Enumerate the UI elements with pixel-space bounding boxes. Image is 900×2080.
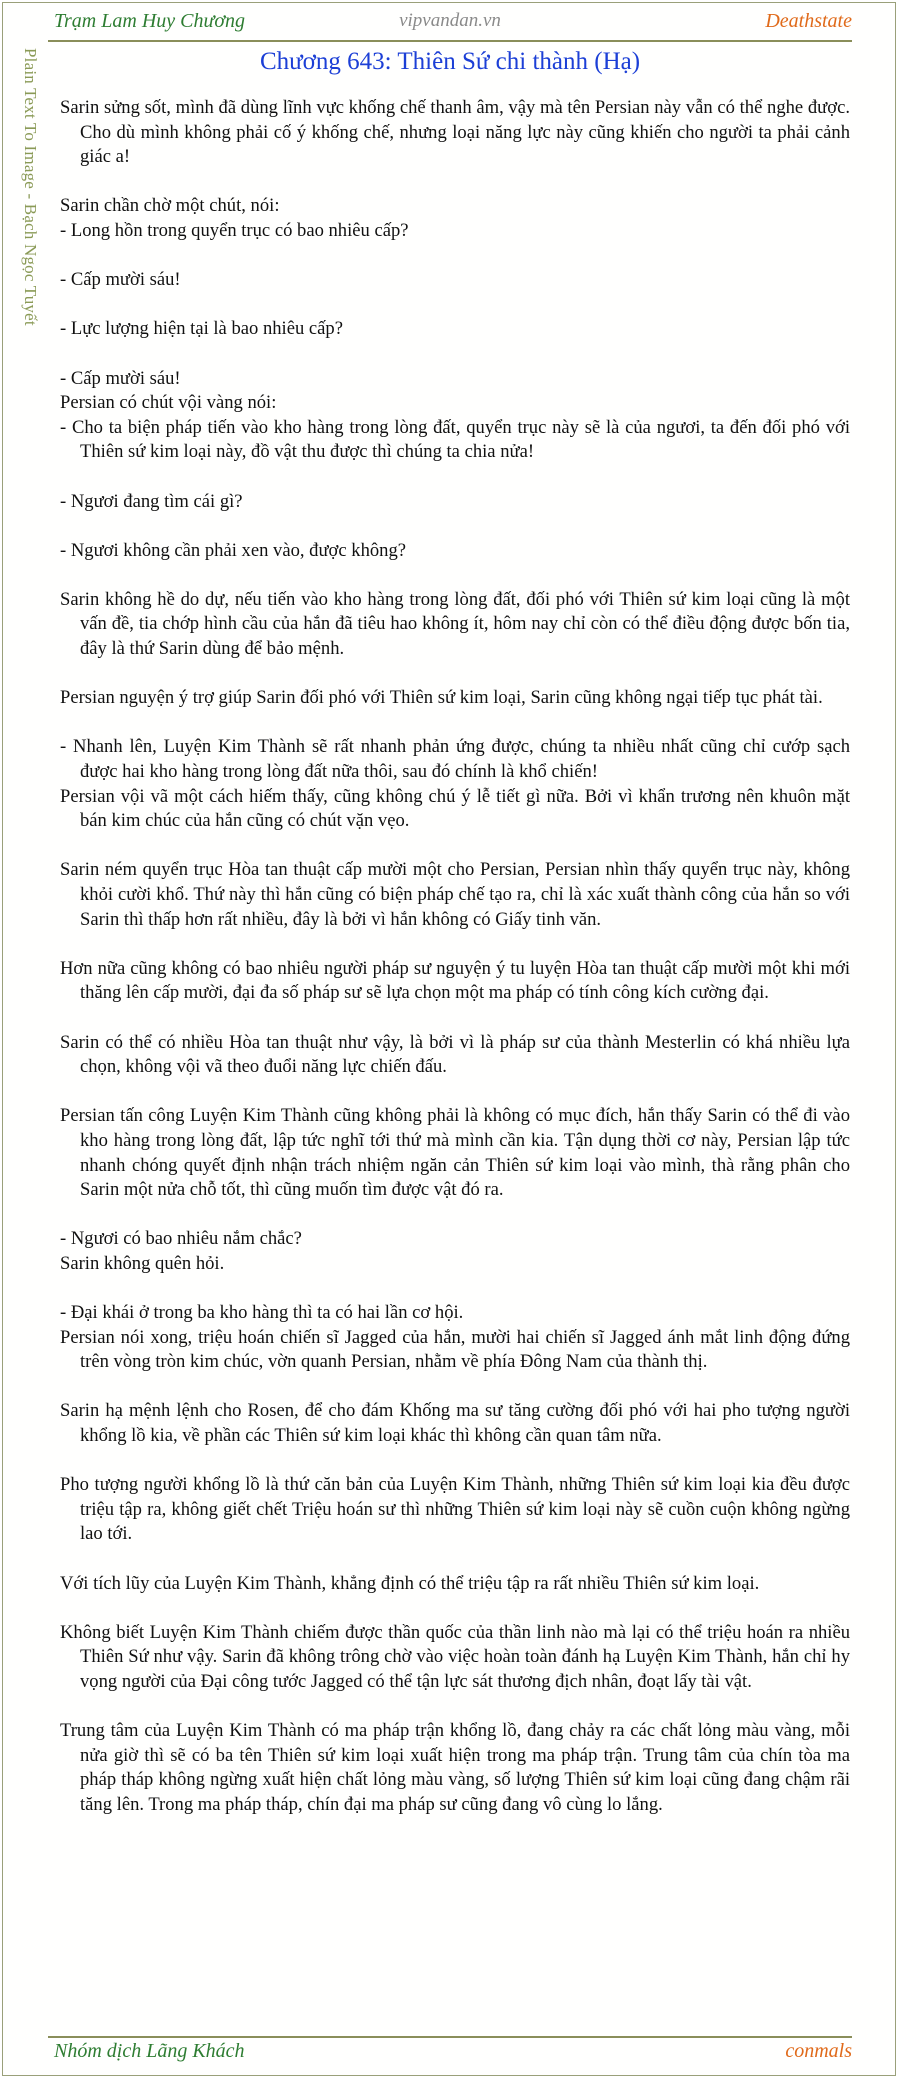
paragraph-gap — [80, 1277, 850, 1302]
paragraph: Trung tâm của Luyện Kim Thành có ma pháp trận khổng lồ, đang chảy ra các chất lỏng màu vàng, mỗi nửa giờ thì sẽ có ba tên Thiên sứ kim loại xuất hiện trong ma pháp trận. Trung tâm của chín tòa ma pháp tháp không ngừng xuất hiện chất lỏng màu vàng, số lượng Thiên sứ kim loại cũng đang chậm rãi tăng lên. Trong ma pháp tháp, chín đại ma pháp sư cũng đang vô cùng lo lắng. — [60, 1720, 850, 1815]
paragraph: Persian nói xong, triệu hoán chiến sĩ Jagged của hắn, mười hai chiến sĩ Jagged ánh mắt linh động đứng trên vòng tròn kim chúc, vờn quanh Persian, nhằm về phía Đông Nam của thành thị. — [60, 1326, 850, 1373]
chapter-body — [60, 96, 850, 1818]
paragraph: Pho tượng người khổng lồ là thứ căn bản của Luyện Kim Thành, những Thiên sứ kim loại kia đều được triệu tập ra, không giết chết Triệu hoán sư thì những Thiên sứ kim loại này sẽ cuồn cuộn không ngừng lao tới. — [60, 1474, 850, 1545]
paragraph-gap — [80, 1596, 850, 1621]
paragraph-gap — [80, 1006, 850, 1031]
paragraph: Sarin có thể có nhiều Hòa tan thuật như vậy, là bởi vì là pháp sư của thành Mesterlin có khá nhiều lựa chọn, không vội vã theo đuổi năng lực chiến đấu. — [60, 1031, 850, 1078]
paragraph: Sarin không hề do dự, nếu tiến vào kho hàng trong lòng đất, đối phó với Thiên sứ kim loại cũng là một vấn đề, tia chớp hình cầu của hắn đã tiêu hao không ít, hôm nay chỉ còn có thể điều động được bốn tia, đây là thứ Sarin dùng để bảo mệnh. — [60, 588, 850, 660]
paragraph-gap — [80, 465, 850, 490]
paragraph-gap — [80, 834, 850, 859]
header-author: Deathstate — [765, 10, 852, 32]
side-watermark-text: Plain Text To Image - Bạch Ngọc Tuyết — [21, 48, 40, 326]
paragraph: - Ngươi đang tìm cái gì? — [60, 490, 243, 512]
paragraph: Với tích lũy của Luyện Kim Thành, khẳng định có thể triệu tập ra rất nhiều Thiên sứ kim loại. — [60, 1572, 760, 1594]
paragraph: Sarin hạ mệnh lệnh cho Rosen, để cho đám Khống ma sư tăng cường đối phó với hai pho tượng người khổng lồ kia, về phần các Thiên sứ kim loại khác thì không cần quan tâm nữa. — [60, 1400, 850, 1447]
paragraph-gap — [80, 563, 850, 588]
paragraph-gap — [80, 711, 850, 736]
page-header — [48, 10, 852, 40]
paragraph: Persian vội vã một cách hiếm thấy, cũng không chú ý lễ tiết gì nữa. Bởi vì khẩn trương nên khuôn mặt bán kim chúc của hắn cũng có chút vặn vẹo. — [60, 785, 850, 832]
paragraph: Persian có chút vội vàng nói: — [60, 392, 277, 414]
paragraph: Sarin không quên hỏi. — [60, 1252, 225, 1274]
paragraph-gap — [80, 293, 850, 318]
header-site: vipvandan.vn — [399, 10, 501, 31]
paragraph-gap — [80, 662, 850, 687]
paragraph-gap — [80, 932, 850, 957]
paragraph: - Cấp mười sáu! — [60, 367, 181, 389]
paragraph: - Ngươi không cần phải xen vào, được không? — [60, 539, 407, 561]
paragraph: Sarin ném quyển trục Hòa tan thuật cấp mười một cho Persian, Persian nhìn thấy quyển trục này, không khỏi cười khổ. Thứ này thì hắn cũng có biện pháp chế tạo ra, chỉ là xác xuất thành công của hắn so với Sarin thì thấp hơn rất nhiều, đây là bởi vì hắn không có Giấy tinh văn. — [60, 859, 850, 930]
paragraph: - Cấp mười sáu! — [60, 269, 181, 291]
paragraph: Hơn nữa cũng không có bao nhiêu người pháp sư nguyện ý tu luyện Hòa tan thuật cấp mười một khi mới thăng lên cấp mười, đại đa số pháp sư sẽ lựa chọn một ma pháp có tính công kích cường đại. — [60, 957, 850, 1004]
paragraph-gap — [80, 342, 850, 367]
paragraph: - Lực lượng hiện tại là bao nhiêu cấp? — [60, 318, 343, 340]
paragraph: Không biết Luyện Kim Thành chiếm được thần quốc của thần linh nào mà lại có thể triệu hoán ra nhiều Thiên Sứ như vậy. Sarin đã không trông chờ vào việc hoàn toàn đánh hạ Luyện Kim Thành, hắn chỉ hy vọng người của Đại công tước Jagged có thể tận lực sát thương địch nhân, đoạt lấy tài vật. — [60, 1621, 850, 1692]
footer-rule — [48, 2036, 852, 2038]
paragraph-gap — [80, 1449, 850, 1474]
chapter-title: Chương 643: Thiên Sứ chi thành (Hạ) — [259, 48, 641, 75]
footer-editor: conmals — [785, 2040, 852, 2062]
paragraph: - Đại khái ở trong ba kho hàng thì ta có hai lần cơ hội. — [60, 1302, 464, 1324]
paragraph-gap — [80, 1080, 850, 1105]
header-group-name: Trạm Lam Huy Chương — [54, 10, 246, 32]
paragraph-gap — [80, 1695, 850, 1720]
paragraph: Sarin chần chờ một chút, nói: — [60, 195, 280, 217]
paragraph: Persian tấn công Luyện Kim Thành cũng không phải là không có mục đích, hắn thấy Sarin có thể đi vào kho hàng trong lòng đất, lập tức nghĩ tới thứ mà mình cần kia. Tận dụng thời cơ này, Persian lập tức nhanh chóng quyết định nhận trách nhiệm ngăn cản Thiên sứ kim loại vào mình, thà rằng phân cho Sarin một nửa chỗ tốt, thì cũng muốn tìm được vật đó ra. — [60, 1105, 850, 1201]
paragraph: - Nhanh lên, Luyện Kim Thành sẽ rất nhanh phản ứng được, chúng ta nhiều nhất cũng chỉ cướp sạch được hai kho hàng trong lòng đất nữa thôi, sau đó chính là khổ chiến! — [60, 736, 850, 783]
header-rule — [48, 40, 852, 42]
paragraph: - Ngươi có bao nhiêu nắm chắc? — [60, 1228, 302, 1250]
paragraph-gap — [80, 514, 850, 539]
page-footer — [48, 2040, 852, 2070]
paragraph: - Cho ta biện pháp tiến vào kho hàng trong lòng đất, quyển trục này sẽ là của ngươi, ta đến đối phó với Thiên sứ kim loại này, đồ vật thu được thì chúng ta chia nửa! — [60, 416, 850, 463]
paragraph-gap — [80, 1375, 850, 1400]
paragraph-gap — [80, 1547, 850, 1572]
paragraph-gap — [80, 1203, 850, 1228]
paragraph: Persian nguyện ý trợ giúp Sarin đối phó với Thiên sứ kim loại, Sarin cũng không ngại tiếp tục phát tài. — [60, 687, 823, 709]
footer-translator: Nhóm dịch Lãng Khách — [54, 2040, 245, 2062]
paragraph: - Long hồn trong quyển trục có bao nhiêu cấp? — [60, 219, 409, 241]
paragraph-gap — [80, 170, 850, 195]
paragraph-gap — [80, 244, 850, 269]
paragraph: Sarin sửng sốt, mình đã dùng lĩnh vực khống chế thanh âm, vậy mà tên Persian này vẫn có thể nghe được. Cho dù mình không phải cố ý khống chế, nhưng loại năng lực này cũng khiến cho người ta phải cảnh giác a! — [60, 97, 850, 168]
